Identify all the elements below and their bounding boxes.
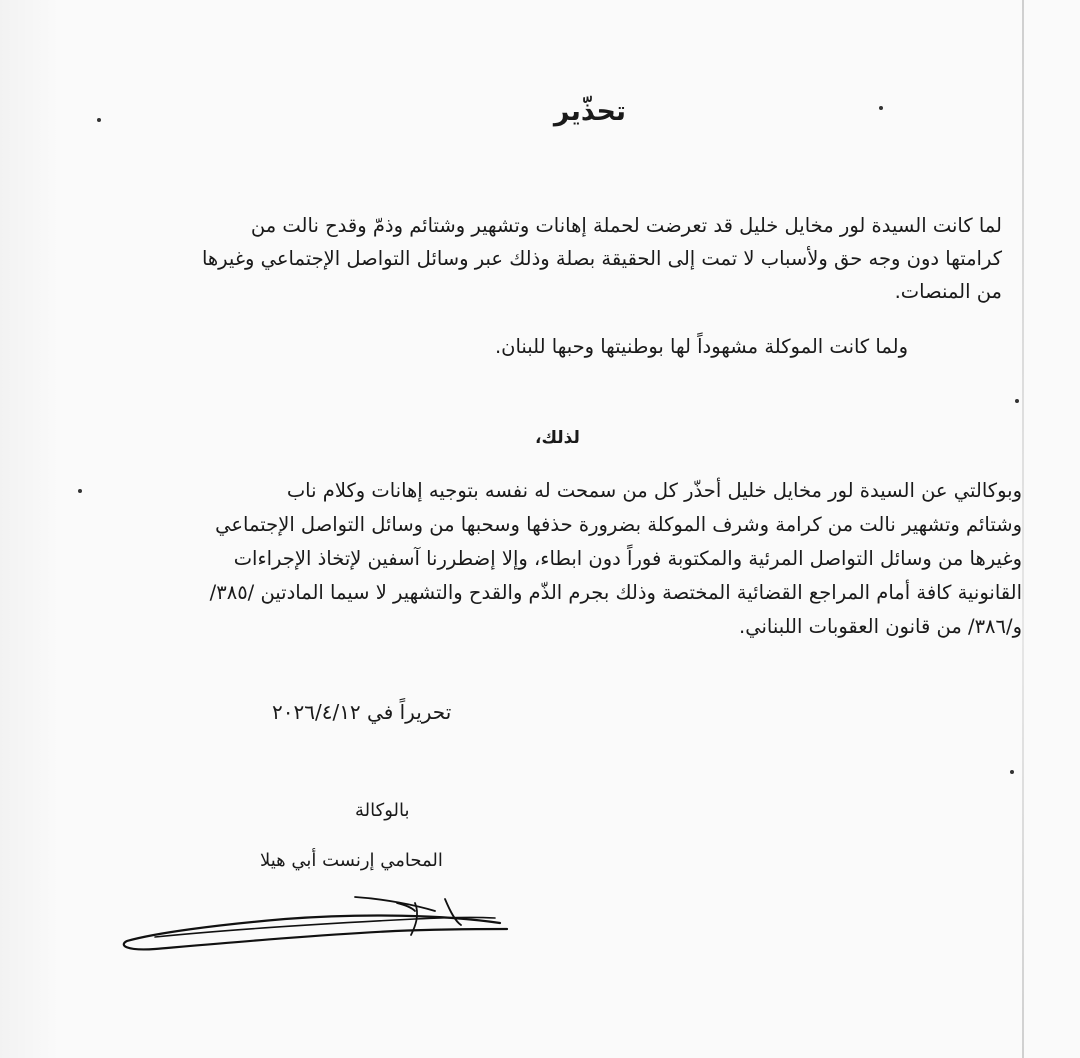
paragraph-3-line: و/٣٨٦/ من قانون العقوبات اللبناني. [739,615,1022,638]
paragraph-3-line: وشتائم وتشهير نالت من كرامة وشرف الموكلة بضرورة حذفها وسحبها من وسائل التواصل الإجتماعي [215,513,1022,536]
paragraph-2: ولما كانت الموكلة مشهوداً لها بوطنيتها وحبها للبنان. [494,335,908,358]
scan-speck [1010,770,1014,774]
paragraph-3-line: القانونية كافة أمام المراجع القضائية المختصة وذلك بجرم الذّم والقدح والتشهير لا سيما المادتين /٣٨٥/ [209,581,1022,604]
paragraph-1-line: من المنصات. [894,280,1002,303]
scan-shadow [0,0,60,1058]
paragraph-3-line: وغيرها من وسائل التواصل المرئية والمكتوبة فوراً دون ابطاء، وإلا إضطررنا آسفين لإتخاذ الإجراءات [233,547,1022,570]
page-edge [1022,0,1024,1058]
scan-speck [78,489,82,493]
date-line: تحريراً في ٢٠٢٦/٤/١٢ [272,700,452,724]
therefore-heading: لذلك، [535,428,580,448]
signature-office: بالوكالة [355,800,410,821]
paragraph-1 [202,209,1002,308]
paragraph-3-line: وبوكالتي عن السيدة لور مخايل خليل أحذّر كل من سمحت له نفسه بتوجيه إهانات وكلام ناب [286,479,1022,502]
paragraph-3 [210,474,1022,644]
handwritten-signature [115,885,515,965]
scan-speck [1015,399,1019,403]
document-title: تحذّير [553,96,627,127]
paragraph-1-line: كرامتها دون وجه حق ولأسباب لا تمت إلى الحقيقة بصلة وذلك عبر وسائل التواصل الإجتماعي وغيرها [201,247,1002,270]
paragraph-1-line: لما كانت السيدة لور مخايل خليل قد تعرضت لحملة إهانات وتشهير وشتائم وذمّ وقدح نالت من [250,214,1002,237]
signature-name: المحامي إرنست أبي هيلا [260,850,443,871]
